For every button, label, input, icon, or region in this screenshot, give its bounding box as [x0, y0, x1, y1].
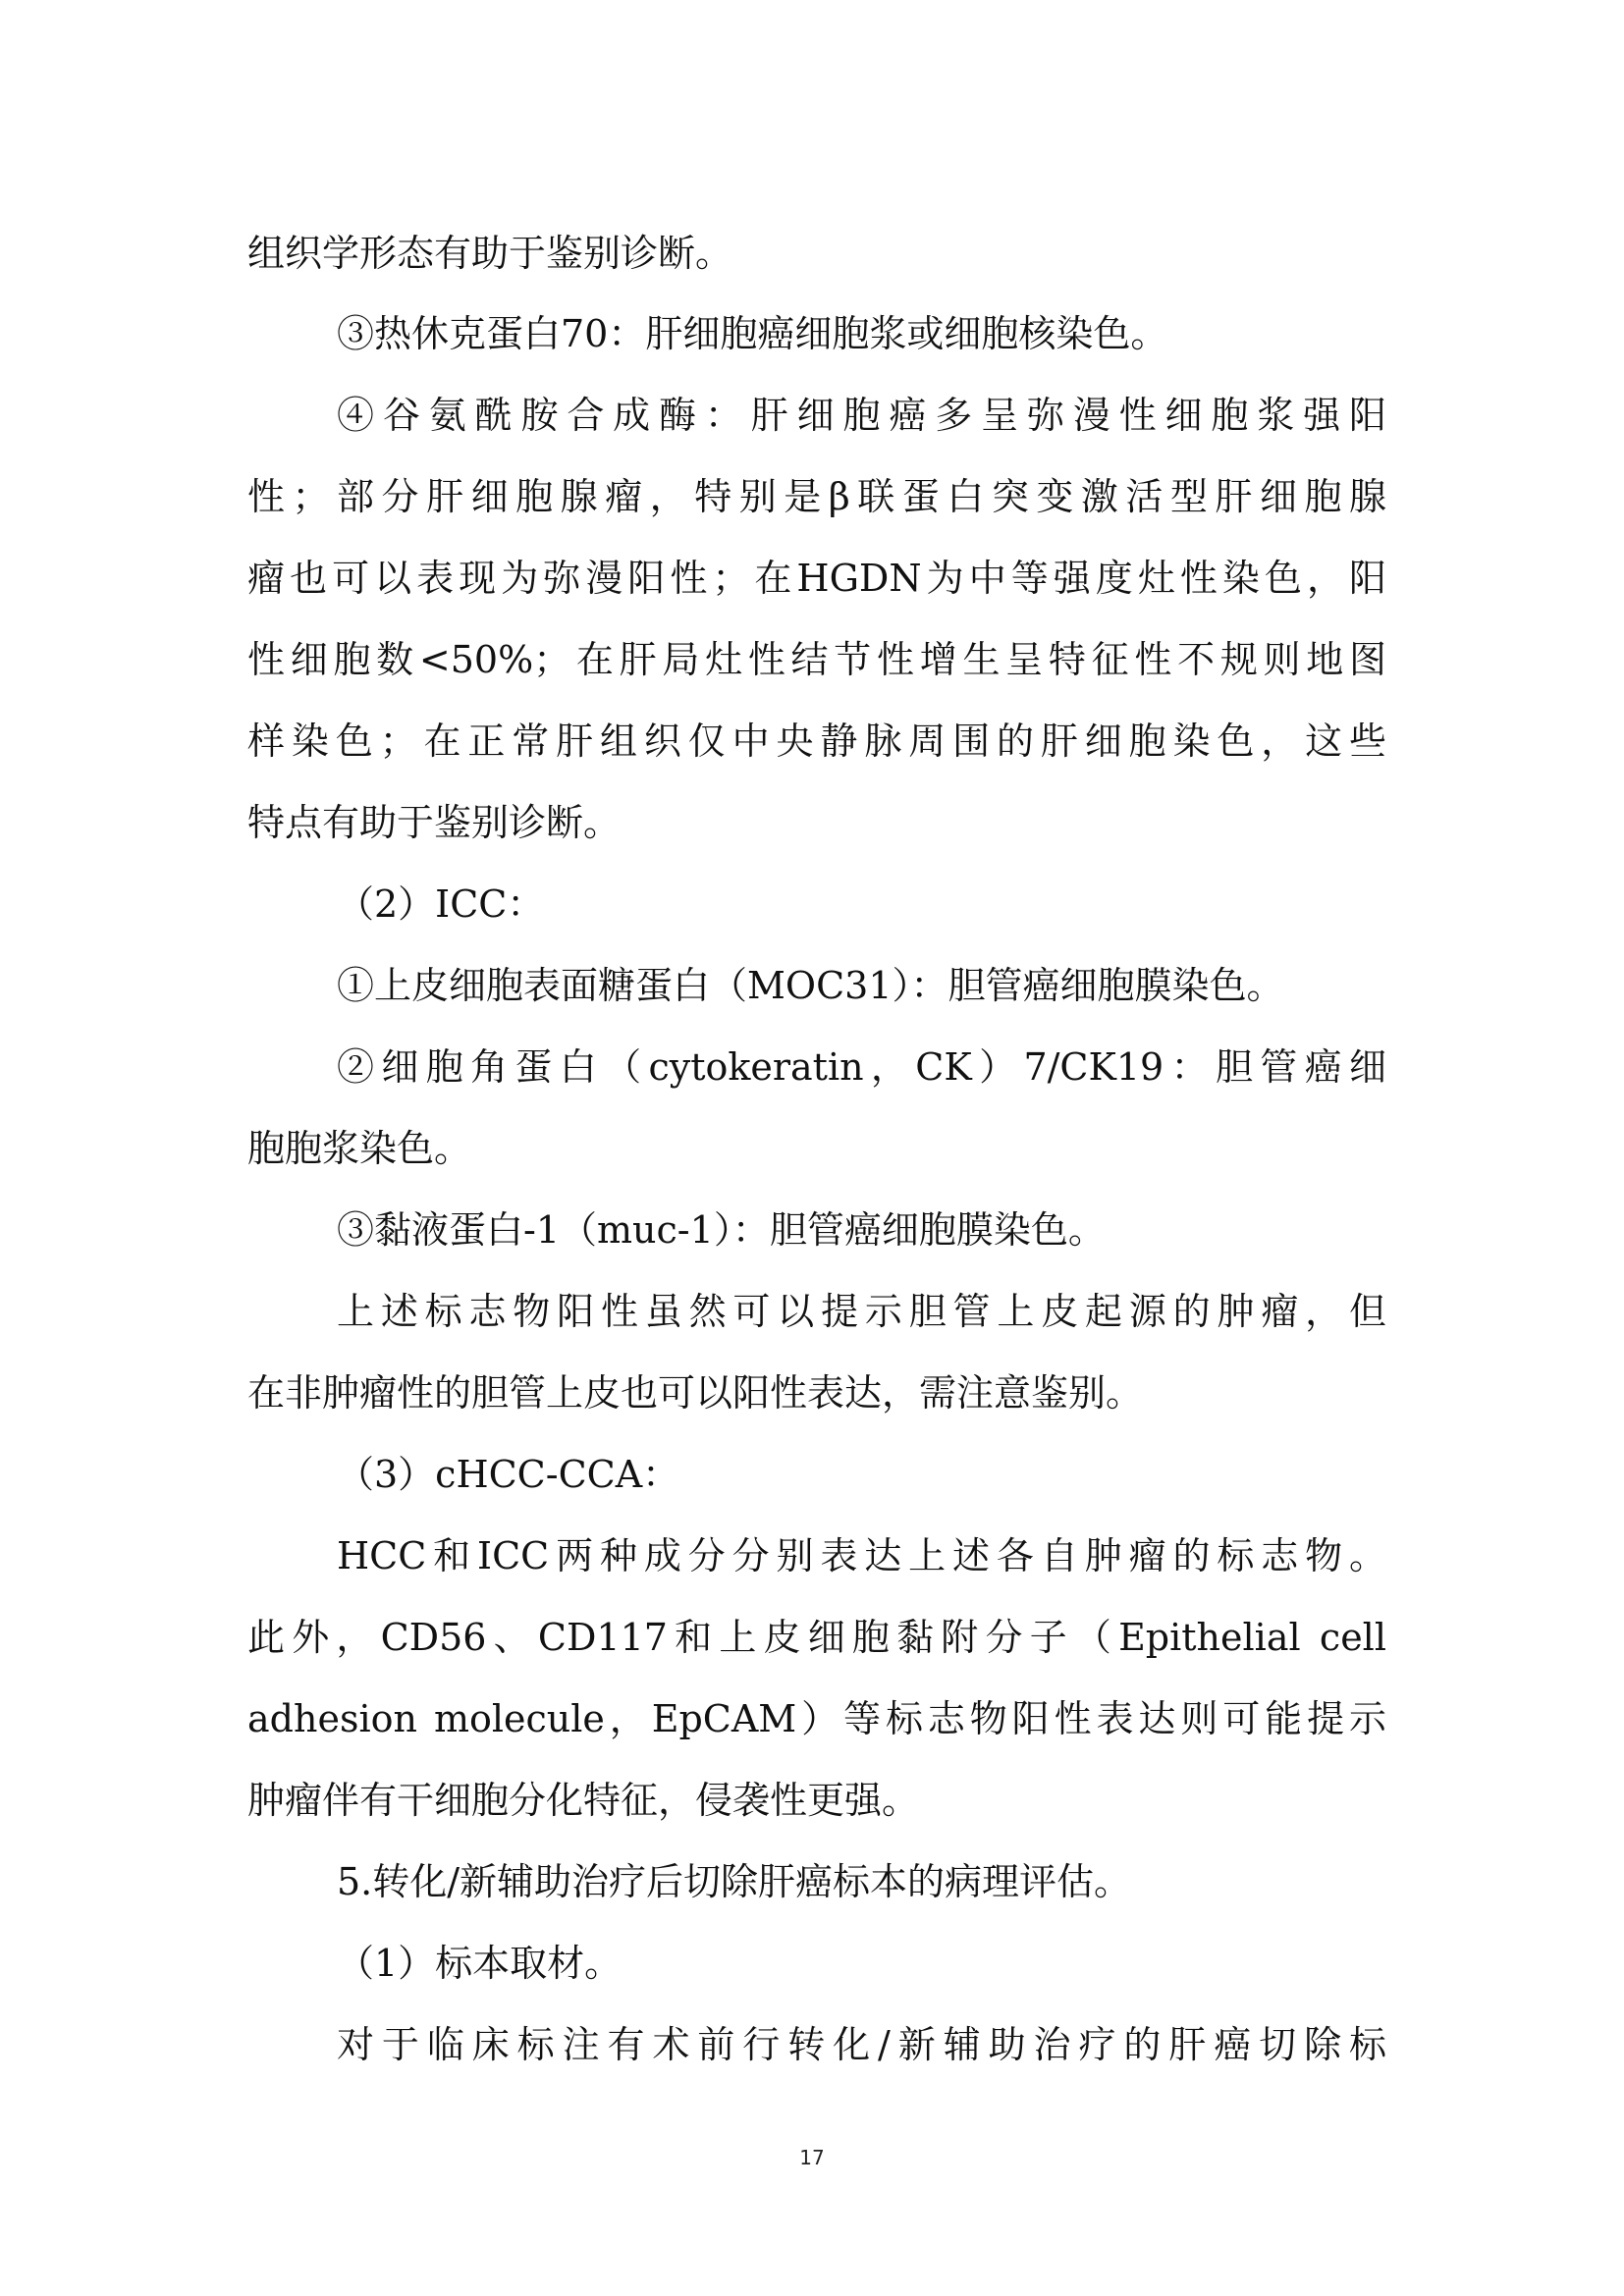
- page-number: 17: [799, 2146, 825, 2169]
- text-line: 特点有助于鉴别诊断。: [247, 801, 622, 844]
- text-line: adhesion molecule，EpCAM）等标志物阳性表达则可能提示: [247, 1697, 1386, 1740]
- text-line: 在非肿瘤性的胆管上皮也可以阳性表达，需注意鉴别。: [247, 1371, 1144, 1415]
- section-heading: （1）标本取材。: [337, 1942, 623, 1985]
- text-line: ③热休克蛋白70：肝细胞癌细胞浆或细胞核染色。: [337, 312, 1168, 355]
- text-line: ④谷氨酰胺合成酶：肝细胞癌多呈弥漫性细胞浆强阳: [337, 394, 1386, 437]
- section-heading: 5.转化/新辅助治疗后切除肝癌标本的病理评估。: [337, 1860, 1132, 1903]
- text-line: HCC和ICC两种成分分别表达上述各自肿瘤的标志物。: [337, 1534, 1386, 1577]
- text-line: 组织学形态有助于鉴别诊断。: [247, 232, 733, 275]
- section-heading: （2）ICC：: [337, 882, 545, 926]
- text-line: 肿瘤伴有干细胞分化特征，侵袭性更强。: [247, 1779, 920, 1822]
- text-line: ②细胞角蛋白（cytokeratin，CK）7/CK19：胆管癌细: [337, 1045, 1386, 1089]
- section-heading: （3）cHCC-CCA：: [337, 1453, 680, 1496]
- text-line: 上述标志物阳性虽然可以提示胆管上皮起源的肿瘤，但: [337, 1290, 1386, 1333]
- text-line: 性；部分肝细胞腺瘤，特别是β联蛋白突变激活型肝细胞腺: [247, 475, 1386, 518]
- text-line: ③黏液蛋白-1（muc-1）：胆管癌细胞膜染色。: [337, 1208, 1106, 1252]
- text-line: 胞胞浆染色。: [247, 1127, 472, 1170]
- text-line: 对于临床标注有术前行转化/新辅助治疗的肝癌切除标: [337, 2023, 1386, 2066]
- text-line: 性细胞数<50%；在肝局灶性结节性增生呈特征性不规则地图: [247, 638, 1386, 681]
- text-line: 此外，CD56、CD117和上皮细胞黏附分子（Epithelial cell: [247, 1616, 1386, 1659]
- text-line: 瘤也可以表现为弥漫阳性；在HGDN为中等强度灶性染色，阳: [247, 557, 1386, 600]
- text-line: ①上皮细胞表面糖蛋白（MOC31）：胆管癌细胞膜染色。: [337, 964, 1284, 1007]
- text-line: 样染色；在正常肝组织仅中央静脉周围的肝细胞染色，这些: [247, 720, 1386, 763]
